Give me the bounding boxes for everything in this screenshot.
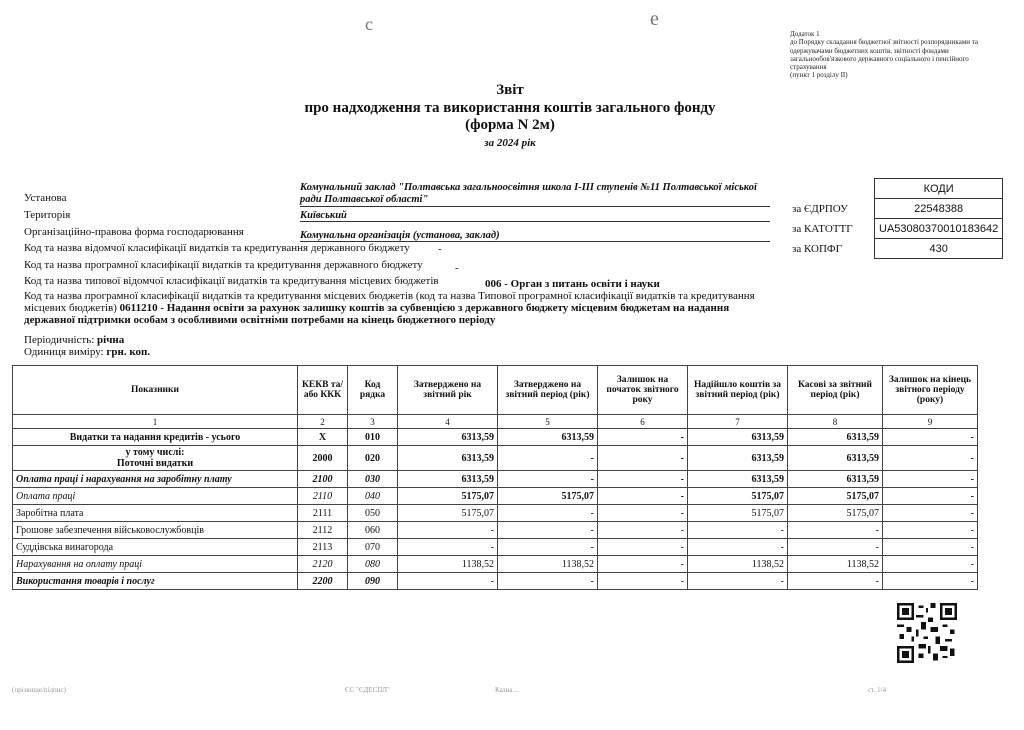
table-cell: -	[598, 556, 688, 573]
table-row	[13, 505, 978, 522]
institution-value: Комунальний заклад "Полтавська загальноосвітня школа І-ІІІ ступенів №11 Полтавської міської ради Полтавської області"	[300, 182, 770, 207]
table-cell: 6313,59	[788, 471, 883, 488]
table-cell: -	[688, 539, 788, 556]
table-cell: 2120	[298, 556, 348, 573]
report-subtitle: про надходження та використання коштів загального фонду	[304, 100, 716, 116]
table-cell: -	[883, 429, 978, 446]
table-cell: 050	[348, 505, 398, 522]
table-cell: 1138,52	[688, 556, 788, 573]
column-header-2: КЕКВ та/або ККК	[298, 366, 348, 415]
table-cell: -	[788, 522, 883, 539]
table-row	[13, 429, 978, 446]
dept-code-label: Код та назва відомчої класифікації видатків та кредитування державного бюджету	[24, 242, 410, 254]
table-cell: -	[398, 573, 498, 590]
table-body	[13, 429, 978, 590]
table-cell: -	[598, 429, 688, 446]
table-cell: 040	[348, 488, 398, 505]
table-cell: 020	[348, 446, 398, 471]
table-cell: 5175,07	[688, 505, 788, 522]
edrpou-label: за ЄДРПОУ	[792, 202, 848, 215]
footer-right: ст. 1/4	[868, 686, 887, 694]
table-row	[13, 573, 978, 590]
column-number-7: 7	[688, 415, 788, 429]
table-cell: 2111	[298, 505, 348, 522]
codes-header: КОДИ	[875, 179, 1003, 199]
typical-code-value: 006 - Орган з питань освіти і науки	[485, 278, 660, 290]
column-number-1: 1	[13, 415, 298, 429]
org-form-label: Організаційно-правова форма господарювання	[24, 226, 244, 238]
table-cell: -	[883, 522, 978, 539]
table-cell: 1138,52	[398, 556, 498, 573]
table-cell: 1138,52	[788, 556, 883, 573]
column-number-5: 5	[498, 415, 598, 429]
table-cell: -	[883, 556, 978, 573]
row-label: Використання товарів і послуг	[13, 573, 298, 590]
column-header-9: Залишок на кінець звітного періоду (року)	[883, 366, 978, 415]
table-cell: -	[498, 471, 598, 488]
table-cell: 6313,59	[788, 446, 883, 471]
footer-left: (прізвище/підпис)	[12, 686, 66, 694]
footer-mid2: Казна ...	[495, 686, 520, 694]
table-cell: -	[883, 488, 978, 505]
unit-row	[24, 346, 150, 358]
handwritten-mark-left: c	[365, 14, 373, 34]
table-cell: 6313,59	[688, 429, 788, 446]
typical-code-label: Код та назва типової відомчої класифікації видатків та кредитування місцевих бюджетів	[24, 275, 439, 287]
table-cell: -	[498, 522, 598, 539]
table-cell: -	[598, 539, 688, 556]
table-cell: -	[498, 505, 598, 522]
table-cell: 5175,07	[788, 488, 883, 505]
edrpou-value: 22548388	[875, 199, 1003, 219]
column-header-1: Показники	[13, 366, 298, 415]
table-cell: 2000	[298, 446, 348, 471]
table-cell: -	[883, 471, 978, 488]
table-cell: -	[688, 522, 788, 539]
table-cell: 6313,59	[788, 429, 883, 446]
table-cell: 6313,59	[398, 446, 498, 471]
column-header-7: Надійшло коштів за звітний період (рік)	[688, 366, 788, 415]
table-cell: -	[688, 573, 788, 590]
table-cell: -	[598, 522, 688, 539]
table-cell: -	[498, 446, 598, 471]
table-cell: -	[598, 505, 688, 522]
table-cell: -	[788, 539, 883, 556]
table-cell: 070	[348, 539, 398, 556]
prog-code-value: -	[455, 262, 459, 274]
row-label: Оплата праці	[13, 488, 298, 505]
column-number-8: 8	[788, 415, 883, 429]
table-row	[13, 471, 978, 488]
table-row	[13, 446, 978, 471]
report-table	[12, 365, 978, 590]
table-cell: X	[298, 429, 348, 446]
table-cell: 080	[348, 556, 398, 573]
territory-label: Територія	[24, 209, 71, 221]
local-code-value: 0611210 - Надання освіти за рахунок залишку коштів за субвенцією з державного бюджету місцевим бюджетам на надання державної підтримки особам з особливими освітніми потребами на кінець бюджетного періоду	[24, 302, 730, 326]
table-cell: 6313,59	[498, 429, 598, 446]
column-header-8: Касові за звітний період (рік)	[788, 366, 883, 415]
report-form: (форма N 2м)	[465, 117, 555, 133]
local-code-label: Код та назва програмної класифікації видатків та кредитування місцевих бюджетів (код та назва Типової програмної класифікації видатків та кредитування місцевих бюджетів)	[24, 290, 755, 314]
table-cell: 5175,07	[498, 488, 598, 505]
table-row	[13, 488, 978, 505]
table-cell: 2200	[298, 573, 348, 590]
table-cell: 6313,59	[398, 471, 498, 488]
table-cell: -	[598, 471, 688, 488]
column-header-5: Затверджено на звітний період (рік)	[498, 366, 598, 415]
unit-label: Одиниця виміру:	[24, 346, 104, 358]
table-cell: 5175,07	[398, 488, 498, 505]
table-cell: -	[498, 539, 598, 556]
table-cell: -	[883, 539, 978, 556]
dept-code-value: -	[438, 243, 442, 255]
column-number-2: 2	[298, 415, 348, 429]
qr-code	[897, 603, 957, 663]
row-label: Видатки та надання кредитів - усього	[13, 429, 298, 446]
table-cell: 5175,07	[788, 505, 883, 522]
table-cell: -	[883, 446, 978, 471]
table-cell: -	[498, 573, 598, 590]
row-label: Суддівська винагорода	[13, 539, 298, 556]
katottg-label: за КАТОТТГ	[792, 222, 853, 235]
column-number-3: 3	[348, 415, 398, 429]
kopfg-value: 430	[875, 239, 1003, 259]
row-label: у тому числі: Поточні видатки	[13, 446, 298, 471]
table-cell: 030	[348, 471, 398, 488]
row-label: Грошове забезпечення військовослужбовців	[13, 522, 298, 539]
report-title: Звіт	[496, 82, 524, 98]
table-cell: -	[883, 505, 978, 522]
footer-mid: ЄС "ЄДЕСПЛ"	[345, 686, 390, 694]
codes-block	[788, 178, 1003, 259]
appendix-note: Додаток 1 до Порядку складання бюджетної звітності розпорядниками та одержувачами бюджетних коштів, звітності фондами загальнообов'язкового державного соціального і пенсійного страхування (пункт 1 розділу II)	[790, 30, 979, 80]
table-cell: 6313,59	[398, 429, 498, 446]
table-header-row	[13, 366, 978, 415]
table-cell: 5175,07	[688, 488, 788, 505]
report-period: за 2024 рік	[484, 137, 536, 149]
table-cell: 060	[348, 522, 398, 539]
table-cell: -	[398, 522, 498, 539]
institution-label: Установа	[24, 192, 67, 204]
table-cell: 1138,52	[498, 556, 598, 573]
column-number-4: 4	[398, 415, 498, 429]
table-row	[13, 539, 978, 556]
table-cell: 6313,59	[688, 446, 788, 471]
column-header-3: Код рядка	[348, 366, 398, 415]
periodicity-row	[24, 334, 124, 346]
table-cell: 090	[348, 573, 398, 590]
table-cell: -	[883, 573, 978, 590]
table-cell: -	[788, 573, 883, 590]
table-cell: 2110	[298, 488, 348, 505]
table-cell: 5175,07	[398, 505, 498, 522]
periodicity-label: Періодичність:	[24, 334, 95, 346]
row-label: Нарахування на оплату праці	[13, 556, 298, 573]
column-number-6: 6	[598, 415, 688, 429]
table-cell: 2113	[298, 539, 348, 556]
row-label: Оплата праці і нарахування на заробітну плату	[13, 471, 298, 488]
table-cell: 010	[348, 429, 398, 446]
column-number-9: 9	[883, 415, 978, 429]
row-label: Заробітна плата	[13, 505, 298, 522]
column-header-4: Затверджено на звітний рік	[398, 366, 498, 415]
org-form-value: Комунальна організація (установа, заклад)	[300, 230, 770, 242]
table-row	[13, 522, 978, 539]
table-cell: -	[598, 488, 688, 505]
handwritten-mark-right: е	[650, 8, 659, 30]
prog-code-label: Код та назва програмної класифікації видатків та кредитування державного бюджету	[24, 259, 423, 271]
table-cell: 6313,59	[688, 471, 788, 488]
table-cell: 2112	[298, 522, 348, 539]
table-cell: -	[598, 573, 688, 590]
table-number-row	[13, 415, 978, 429]
table-cell: -	[398, 539, 498, 556]
table-cell: -	[598, 446, 688, 471]
column-header-6: Залишок на початок звітного року	[598, 366, 688, 415]
unit-value: грн. коп.	[106, 346, 151, 358]
local-code-block	[24, 290, 764, 326]
kopfg-label: за КОПФГ	[792, 242, 842, 255]
table-row	[13, 556, 978, 573]
territory-value: Київський	[300, 210, 770, 222]
table-cell: 2100	[298, 471, 348, 488]
katottg-value: UA53080370010183642	[875, 219, 1003, 239]
periodicity-value: річна	[97, 334, 125, 346]
